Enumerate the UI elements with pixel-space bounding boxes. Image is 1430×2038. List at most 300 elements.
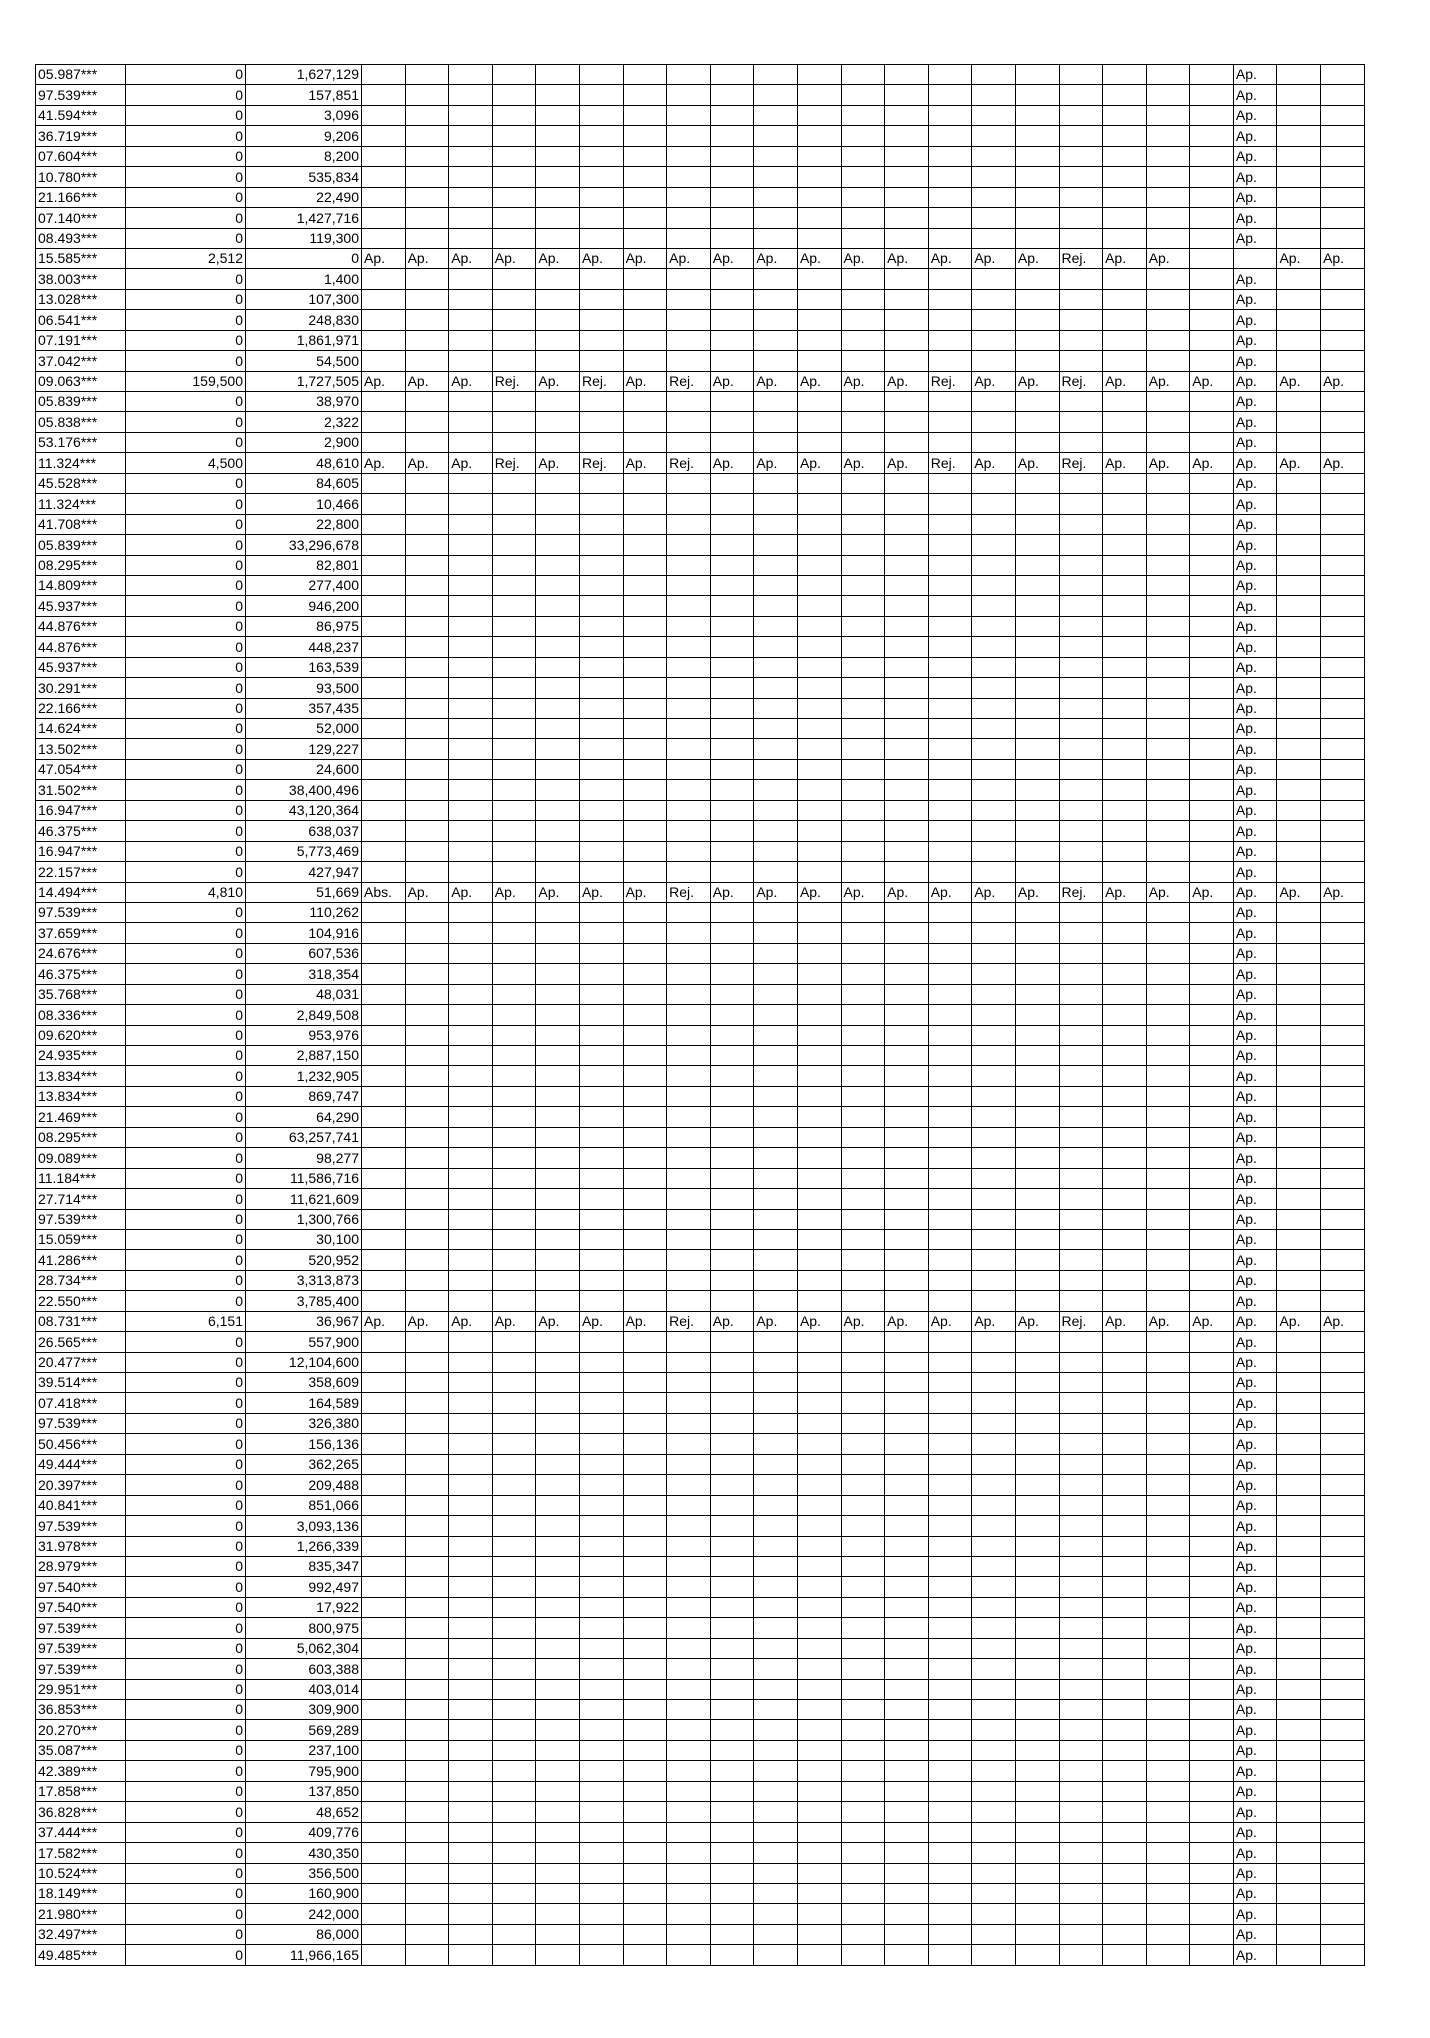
vote-cell xyxy=(710,1352,754,1372)
vote-cell xyxy=(449,1127,493,1147)
vote-cell xyxy=(536,310,580,330)
vote-cell xyxy=(1015,167,1059,187)
vote-cell xyxy=(841,596,885,616)
vote-cell xyxy=(1190,1843,1234,1863)
vote-cell xyxy=(449,678,493,698)
vote-cell xyxy=(1059,146,1103,166)
vote-cell xyxy=(579,105,623,125)
vote-cell xyxy=(797,1250,841,1270)
vote-cell xyxy=(972,1086,1016,1106)
vote-cell xyxy=(579,596,623,616)
vote-cell xyxy=(1190,1536,1234,1556)
vote-cell xyxy=(1321,1189,1365,1209)
vote-cell xyxy=(1103,105,1147,125)
vote-cell xyxy=(928,1107,972,1127)
vote-cell xyxy=(405,596,449,616)
vote-cell xyxy=(710,1229,754,1249)
vote-cell xyxy=(667,657,711,677)
vote-cell xyxy=(885,310,929,330)
vote-cell xyxy=(667,1495,711,1515)
vote-cell xyxy=(405,167,449,187)
vote-cell xyxy=(623,1597,667,1617)
vote-cell xyxy=(710,1659,754,1679)
vote-cell xyxy=(449,698,493,718)
row-id-cell: 31.978*** xyxy=(36,1536,126,1556)
vote-cell xyxy=(405,1843,449,1863)
vote-cell xyxy=(1059,1883,1103,1903)
vote-cell xyxy=(972,1352,1016,1372)
vote-cell xyxy=(1321,494,1365,514)
vote-cell xyxy=(1277,473,1321,493)
vote-cell xyxy=(710,1802,754,1822)
vote-cell: Ap. xyxy=(710,248,754,268)
amount-a-cell: 0 xyxy=(126,1189,246,1209)
vote-cell xyxy=(1103,1475,1147,1495)
vote-cell xyxy=(1146,105,1190,125)
vote-cell xyxy=(797,167,841,187)
vote-cell xyxy=(928,1352,972,1372)
vote-cell xyxy=(1277,1352,1321,1372)
vote-cell xyxy=(362,1127,406,1147)
vote-cell xyxy=(841,1393,885,1413)
vote-cell: Ap. xyxy=(1233,1434,1277,1454)
amount-a-cell: 0 xyxy=(126,1168,246,1188)
amount-b-cell: 48,610 xyxy=(246,453,362,473)
vote-cell xyxy=(885,514,929,534)
vote-cell: Ap. xyxy=(1233,1556,1277,1576)
vote-cell xyxy=(885,1168,929,1188)
vote-cell xyxy=(928,1066,972,1086)
vote-cell: Abs. xyxy=(362,882,406,902)
amount-a-cell: 4,810 xyxy=(126,882,246,902)
vote-cell xyxy=(1321,759,1365,779)
vote-cell xyxy=(667,392,711,412)
vote-cell xyxy=(1321,1270,1365,1290)
vote-cell xyxy=(492,310,536,330)
vote-cell xyxy=(1146,1822,1190,1842)
vote-cell xyxy=(623,1148,667,1168)
vote-cell xyxy=(492,494,536,514)
vote-cell xyxy=(1277,1025,1321,1045)
vote-cell xyxy=(623,1270,667,1290)
vote-cell xyxy=(1015,1556,1059,1576)
row-id-cell: 17.582*** xyxy=(36,1843,126,1863)
vote-cell: Ap. xyxy=(1233,984,1277,1004)
vote-cell xyxy=(405,65,449,85)
vote-cell xyxy=(1321,1822,1365,1842)
vote-cell xyxy=(928,1945,972,1965)
vote-cell xyxy=(797,1209,841,1229)
vote-cell xyxy=(405,1700,449,1720)
vote-cell xyxy=(972,146,1016,166)
vote-cell xyxy=(928,1659,972,1679)
amount-a-cell: 2,512 xyxy=(126,248,246,268)
vote-cell xyxy=(623,1945,667,1965)
vote-cell xyxy=(754,1924,798,1944)
vote-cell xyxy=(1277,1924,1321,1944)
vote-cell: Ap. xyxy=(1233,146,1277,166)
vote-cell xyxy=(1277,719,1321,739)
vote-cell xyxy=(1190,1046,1234,1066)
row-id-cell: 16.947*** xyxy=(36,800,126,820)
vote-cell: Rej. xyxy=(1059,882,1103,902)
vote-cell xyxy=(885,1475,929,1495)
vote-cell xyxy=(928,1189,972,1209)
vote-cell xyxy=(972,1209,1016,1229)
vote-cell xyxy=(972,351,1016,371)
vote-cell xyxy=(928,1086,972,1106)
amount-a-cell: 0 xyxy=(126,902,246,922)
vote-cell xyxy=(449,269,493,289)
vote-cell xyxy=(536,759,580,779)
amount-a-cell: 0 xyxy=(126,289,246,309)
vote-cell xyxy=(1015,698,1059,718)
vote-cell xyxy=(536,1781,580,1801)
vote-cell xyxy=(1103,1413,1147,1433)
vote-cell xyxy=(1190,1434,1234,1454)
vote-cell xyxy=(1190,1945,1234,1965)
vote-cell xyxy=(885,1945,929,1965)
table-row xyxy=(36,412,1365,432)
vote-cell xyxy=(754,1659,798,1679)
vote-cell xyxy=(841,719,885,739)
vote-cell xyxy=(667,1863,711,1883)
amount-b-cell: 248,830 xyxy=(246,310,362,330)
vote-cell xyxy=(841,780,885,800)
vote-cell xyxy=(797,351,841,371)
amount-b-cell: 326,380 xyxy=(246,1413,362,1433)
vote-cell xyxy=(1146,1863,1190,1883)
vote-cell: Ap. xyxy=(1233,208,1277,228)
vote-cell xyxy=(623,1863,667,1883)
vote-cell xyxy=(797,862,841,882)
vote-cell xyxy=(1190,1229,1234,1249)
vote-cell xyxy=(1103,555,1147,575)
vote-cell xyxy=(928,719,972,739)
vote-cell xyxy=(1146,310,1190,330)
vote-cell xyxy=(579,923,623,943)
vote-cell xyxy=(841,1250,885,1270)
amount-a-cell: 0 xyxy=(126,146,246,166)
vote-cell xyxy=(449,1352,493,1372)
vote-cell xyxy=(449,1454,493,1474)
vote-cell xyxy=(972,1127,1016,1147)
vote-cell xyxy=(1103,412,1147,432)
vote-cell xyxy=(972,1046,1016,1066)
vote-cell xyxy=(885,1556,929,1576)
vote-cell xyxy=(1146,1924,1190,1944)
amount-a-cell: 0 xyxy=(126,1025,246,1045)
row-id-cell: 97.539*** xyxy=(36,1413,126,1433)
vote-cell xyxy=(623,228,667,248)
vote-cell xyxy=(885,1229,929,1249)
amount-a-cell: 0 xyxy=(126,698,246,718)
vote-cell xyxy=(667,85,711,105)
vote-cell xyxy=(1190,1025,1234,1045)
amount-b-cell: 953,976 xyxy=(246,1025,362,1045)
row-id-cell: 07.604*** xyxy=(36,146,126,166)
vote-cell xyxy=(928,637,972,657)
vote-cell: Ap. xyxy=(797,882,841,902)
amount-a-cell: 0 xyxy=(126,432,246,452)
row-id-cell: 46.375*** xyxy=(36,964,126,984)
vote-cell xyxy=(405,1516,449,1536)
vote-cell xyxy=(1190,1556,1234,1576)
vote-cell xyxy=(1277,575,1321,595)
vote-cell xyxy=(710,1393,754,1413)
vote-cell xyxy=(536,1883,580,1903)
vote-cell xyxy=(1015,535,1059,555)
amount-b-cell: 237,100 xyxy=(246,1740,362,1760)
vote-cell xyxy=(972,85,1016,105)
table-row xyxy=(36,678,1365,698)
table-row xyxy=(36,310,1365,330)
vote-cell xyxy=(667,1454,711,1474)
vote-cell: Ap. xyxy=(1233,371,1277,391)
row-id-cell: 41.286*** xyxy=(36,1250,126,1270)
vote-cell xyxy=(928,862,972,882)
vote-cell xyxy=(710,657,754,677)
vote-cell xyxy=(405,800,449,820)
vote-cell xyxy=(1103,1005,1147,1025)
vote-cell xyxy=(754,1618,798,1638)
vote-cell xyxy=(972,821,1016,841)
vote-cell xyxy=(667,964,711,984)
vote-cell xyxy=(754,126,798,146)
vote-cell: Ap. xyxy=(1233,1618,1277,1638)
vote-cell xyxy=(885,698,929,718)
amount-b-cell: 3,785,400 xyxy=(246,1291,362,1311)
vote-cell xyxy=(362,943,406,963)
vote-cell xyxy=(1190,862,1234,882)
vote-cell xyxy=(1103,1291,1147,1311)
amount-b-cell: 1,861,971 xyxy=(246,330,362,350)
vote-cell xyxy=(362,1700,406,1720)
vote-cell xyxy=(667,1720,711,1740)
vote-cell: Ap. xyxy=(405,453,449,473)
vote-cell xyxy=(362,1740,406,1760)
vote-cell xyxy=(362,1883,406,1903)
vote-cell xyxy=(579,1904,623,1924)
vote-cell xyxy=(1190,1209,1234,1229)
vote-cell xyxy=(449,1250,493,1270)
vote-cell xyxy=(405,1086,449,1106)
vote-cell xyxy=(972,1761,1016,1781)
vote-cell xyxy=(710,535,754,555)
vote-cell xyxy=(536,902,580,922)
vote-cell xyxy=(797,637,841,657)
vote-cell xyxy=(1277,1822,1321,1842)
vote-cell xyxy=(710,1945,754,1965)
vote-cell xyxy=(1015,1495,1059,1515)
vote-cell: Ap. xyxy=(1233,821,1277,841)
vote-cell xyxy=(928,1556,972,1576)
amount-b-cell: 362,265 xyxy=(246,1454,362,1474)
vote-cell: Ap. xyxy=(1233,1659,1277,1679)
vote-cell xyxy=(710,1250,754,1270)
vote-cell xyxy=(1146,1025,1190,1045)
vote-cell xyxy=(1321,841,1365,861)
vote-cell xyxy=(841,1904,885,1924)
vote-cell xyxy=(1190,1250,1234,1270)
vote-cell xyxy=(667,943,711,963)
vote-cell xyxy=(536,1127,580,1147)
vote-cell: Ap. xyxy=(972,1311,1016,1331)
vote-cell xyxy=(1059,902,1103,922)
amount-b-cell: 93,500 xyxy=(246,678,362,698)
vote-cell xyxy=(1277,1781,1321,1801)
vote-cell xyxy=(1015,1332,1059,1352)
vote-cell xyxy=(1103,208,1147,228)
vote-cell xyxy=(1015,392,1059,412)
vote-cell xyxy=(928,1454,972,1474)
vote-cell xyxy=(972,1863,1016,1883)
vote-cell: Rej. xyxy=(579,453,623,473)
vote-cell xyxy=(710,289,754,309)
vote-cell xyxy=(1146,800,1190,820)
vote-cell xyxy=(623,759,667,779)
vote-cell xyxy=(667,1822,711,1842)
table-row xyxy=(36,1618,1365,1638)
vote-cell: Rej. xyxy=(667,453,711,473)
vote-cell xyxy=(405,432,449,452)
vote-cell xyxy=(449,616,493,636)
vote-cell xyxy=(536,208,580,228)
vote-cell xyxy=(797,1516,841,1536)
vote-cell xyxy=(449,330,493,350)
vote-cell xyxy=(972,208,1016,228)
amount-b-cell: 17,922 xyxy=(246,1597,362,1617)
vote-cell xyxy=(754,1373,798,1393)
vote-cell xyxy=(579,1516,623,1536)
vote-cell xyxy=(972,902,1016,922)
vote-cell xyxy=(1015,964,1059,984)
vote-cell xyxy=(362,923,406,943)
vote-cell xyxy=(972,1025,1016,1045)
vote-cell xyxy=(841,1700,885,1720)
vote-cell xyxy=(667,65,711,85)
amount-a-cell: 0 xyxy=(126,1904,246,1924)
vote-cell xyxy=(1277,555,1321,575)
vote-cell xyxy=(797,1189,841,1209)
vote-cell xyxy=(1015,902,1059,922)
vote-cell xyxy=(1146,657,1190,677)
vote-cell xyxy=(885,1781,929,1801)
vote-cell xyxy=(362,739,406,759)
vote-cell xyxy=(797,1413,841,1433)
amount-b-cell: 98,277 xyxy=(246,1148,362,1168)
amount-a-cell: 0 xyxy=(126,1781,246,1801)
amount-a-cell: 0 xyxy=(126,187,246,207)
vote-cell xyxy=(536,1291,580,1311)
vote-cell xyxy=(797,1761,841,1781)
vote-cell xyxy=(1277,1945,1321,1965)
vote-cell: Rej. xyxy=(579,371,623,391)
vote-cell xyxy=(841,1618,885,1638)
vote-cell xyxy=(1321,964,1365,984)
vote-cell xyxy=(972,1475,1016,1495)
vote-cell xyxy=(667,1638,711,1658)
vote-cell xyxy=(1015,412,1059,432)
amount-a-cell: 0 xyxy=(126,473,246,493)
vote-cell xyxy=(1059,616,1103,636)
vote-cell xyxy=(885,85,929,105)
vote-cell xyxy=(1190,1413,1234,1433)
vote-cell xyxy=(841,167,885,187)
vote-cell xyxy=(405,1434,449,1454)
vote-cell xyxy=(405,821,449,841)
vote-cell xyxy=(754,1740,798,1760)
vote-cell xyxy=(492,1556,536,1576)
vote-cell: Ap. xyxy=(1233,923,1277,943)
vote-cell xyxy=(449,1516,493,1536)
vote-cell xyxy=(1277,1883,1321,1903)
table-row xyxy=(36,984,1365,1004)
amount-b-cell: 11,966,165 xyxy=(246,1945,362,1965)
row-id-cell: 53.176*** xyxy=(36,432,126,452)
vote-cell xyxy=(492,146,536,166)
vote-cell xyxy=(449,780,493,800)
vote-cell: Ap. xyxy=(1233,1066,1277,1086)
vote-cell xyxy=(754,208,798,228)
vote-cell xyxy=(1015,841,1059,861)
vote-cell xyxy=(667,146,711,166)
vote-cell xyxy=(1190,637,1234,657)
vote-cell xyxy=(754,759,798,779)
vote-cell xyxy=(885,473,929,493)
vote-cell xyxy=(362,1291,406,1311)
vote-cell xyxy=(1059,1127,1103,1147)
vote-cell xyxy=(885,1700,929,1720)
vote-cell xyxy=(1146,1413,1190,1433)
table-row xyxy=(36,187,1365,207)
table-row xyxy=(36,1209,1365,1229)
vote-cell xyxy=(449,1413,493,1433)
vote-cell xyxy=(405,1740,449,1760)
vote-cell xyxy=(449,759,493,779)
vote-cell xyxy=(885,1659,929,1679)
vote-cell xyxy=(841,228,885,248)
amount-a-cell: 0 xyxy=(126,678,246,698)
vote-cell xyxy=(1015,1720,1059,1740)
vote-cell xyxy=(885,555,929,575)
vote-cell xyxy=(536,1516,580,1536)
vote-cell xyxy=(1103,289,1147,309)
vote-cell xyxy=(754,535,798,555)
amount-b-cell: 3,096 xyxy=(246,105,362,125)
vote-cell xyxy=(1059,1843,1103,1863)
vote-cell xyxy=(667,1189,711,1209)
vote-cell xyxy=(754,1454,798,1474)
vote-cell xyxy=(841,984,885,1004)
vote-cell xyxy=(1321,269,1365,289)
vote-cell: Ap. xyxy=(1233,1311,1277,1331)
vote-cell xyxy=(536,1802,580,1822)
vote-cell xyxy=(667,1005,711,1025)
vote-cell xyxy=(579,1802,623,1822)
vote-cell xyxy=(1321,575,1365,595)
vote-cell xyxy=(972,310,1016,330)
vote-cell xyxy=(885,392,929,412)
vote-cell xyxy=(1059,1556,1103,1576)
vote-cell xyxy=(841,432,885,452)
vote-cell xyxy=(623,1066,667,1086)
vote-cell xyxy=(1059,1434,1103,1454)
vote-cell xyxy=(1277,1168,1321,1188)
vote-cell: Ap. xyxy=(623,882,667,902)
vote-cell xyxy=(492,1413,536,1433)
vote-cell xyxy=(928,1475,972,1495)
